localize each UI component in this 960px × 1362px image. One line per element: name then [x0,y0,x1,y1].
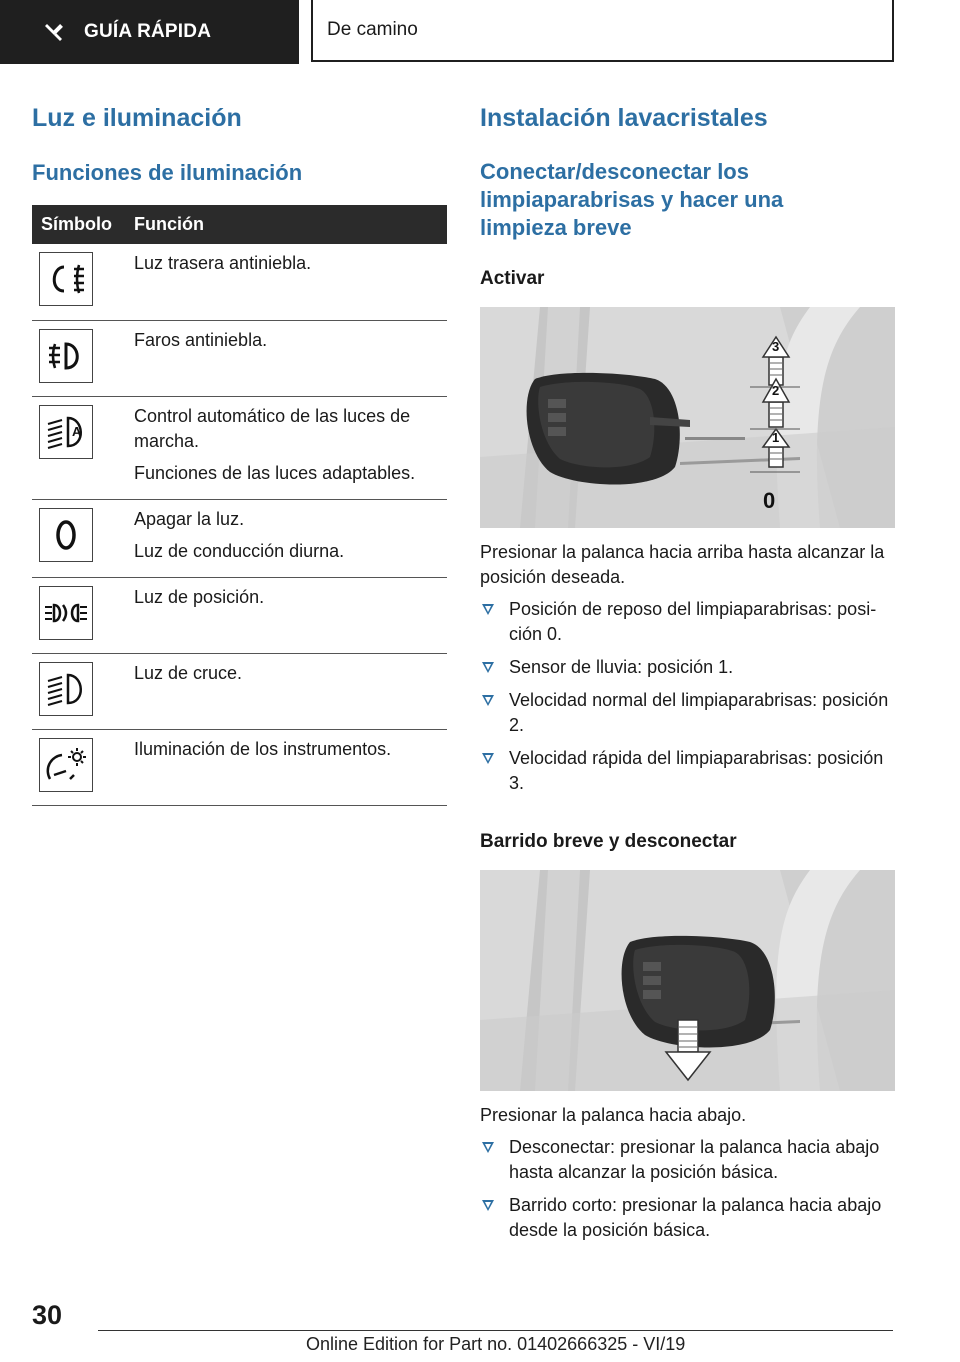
section-tab[interactable] [0,0,299,64]
wiper-lever-up-image [480,307,895,528]
rear-fog-light-icon [39,252,93,306]
chapter-tab-label: De camino [327,19,418,40]
row-function-text: Control automático de las luces de marcha. [134,405,411,451]
footer-divider [98,1330,893,1331]
table-row [32,244,447,320]
position-label-3: 3 [772,339,780,354]
section-subtitle: Funciones de iluminación [32,160,303,185]
table-row [32,577,447,653]
svg-text:A: A [72,423,82,439]
list-item: Velocidad rápida del limpiaparabrisas: posición 3. [480,746,900,796]
row-function-text: Iluminación de los instrumentos. [134,738,392,759]
list-item: Velocidad normal del limpiaparabrisas: posición 2. [480,688,900,738]
activate-intro: Presionar la palanca hacia arriba hasta alcanzar la posición deseada. [480,542,885,587]
lights-off-icon [39,508,93,562]
wiper-section-subtitle: Conectar/desconectar los limpiaparabrisas y hacer una limpieza breve [480,159,784,240]
parking-light-icon [39,586,93,640]
position-label-2: 2 [772,383,780,398]
table-row [32,729,447,805]
wiper-section-title: Instalación lavacristales [480,104,768,132]
bullet-triangle-icon [482,695,494,706]
bullet-triangle-icon [482,1142,494,1153]
brief-intro: Presionar la palanca hacia abajo. [480,1105,747,1125]
section-title: Luz e iluminación [32,104,242,132]
chapter-tab[interactable] [311,0,894,62]
table-row [32,653,447,729]
edition-footer: Online Edition for Part no. 01402666325 - VI/19 [306,1334,686,1354]
brief-bullet-list [480,1135,900,1251]
bullet-triangle-icon [482,1200,494,1211]
low-beam-icon [39,662,93,716]
list-item: Sensor de lluvia: posición 1. [480,655,900,680]
row-function-text: Luz de cruce. [134,662,243,683]
col-header-symbol: Símbolo [32,205,131,244]
list-item: Desconectar: presionar la palanca hacia abajo hasta alcanzar la posición básica. [480,1135,900,1185]
row-function-text: Funciones de las luces adaptables. [134,462,416,483]
brief-heading: Barrido breve y desconectar [480,831,737,852]
front-fog-light-icon [39,329,93,383]
activate-heading: Activar [480,268,545,289]
row-function-text: Faros antiniebla. [134,329,268,350]
car-key-icon [42,21,64,43]
instrument-lighting-icon [39,738,93,792]
section-tab-label: GUÍA RÁPIDA [84,21,212,42]
list-item: Posición de reposo del limpiaparabrisas: posición 0. [480,597,900,647]
row-function-text: Luz de conducción diurna. [134,540,345,561]
wiper-lever-down-image [480,870,895,1091]
table-row [32,499,447,577]
page-number: 30 [32,1300,63,1330]
bullet-triangle-icon [482,753,494,764]
position-label-0: 0 [763,488,776,513]
position-label-1: 1 [772,430,780,445]
lighting-functions-table [32,205,447,806]
auto-headlight-icon [39,405,93,459]
activate-bullet-list [480,597,900,804]
row-function-text: Luz de posición. [134,586,265,607]
col-header-function: Función [131,205,447,244]
bullet-triangle-icon [482,604,494,615]
row-function-text: Luz trasera antiniebla. [134,253,312,273]
table-row [32,396,447,499]
table-row [32,320,447,396]
row-function-text: Apagar la luz. [134,508,245,529]
bullet-triangle-icon [482,662,494,673]
list-item: Barrido corto: presionar la palanca hacia abajo desde la posición básica. [480,1193,900,1243]
